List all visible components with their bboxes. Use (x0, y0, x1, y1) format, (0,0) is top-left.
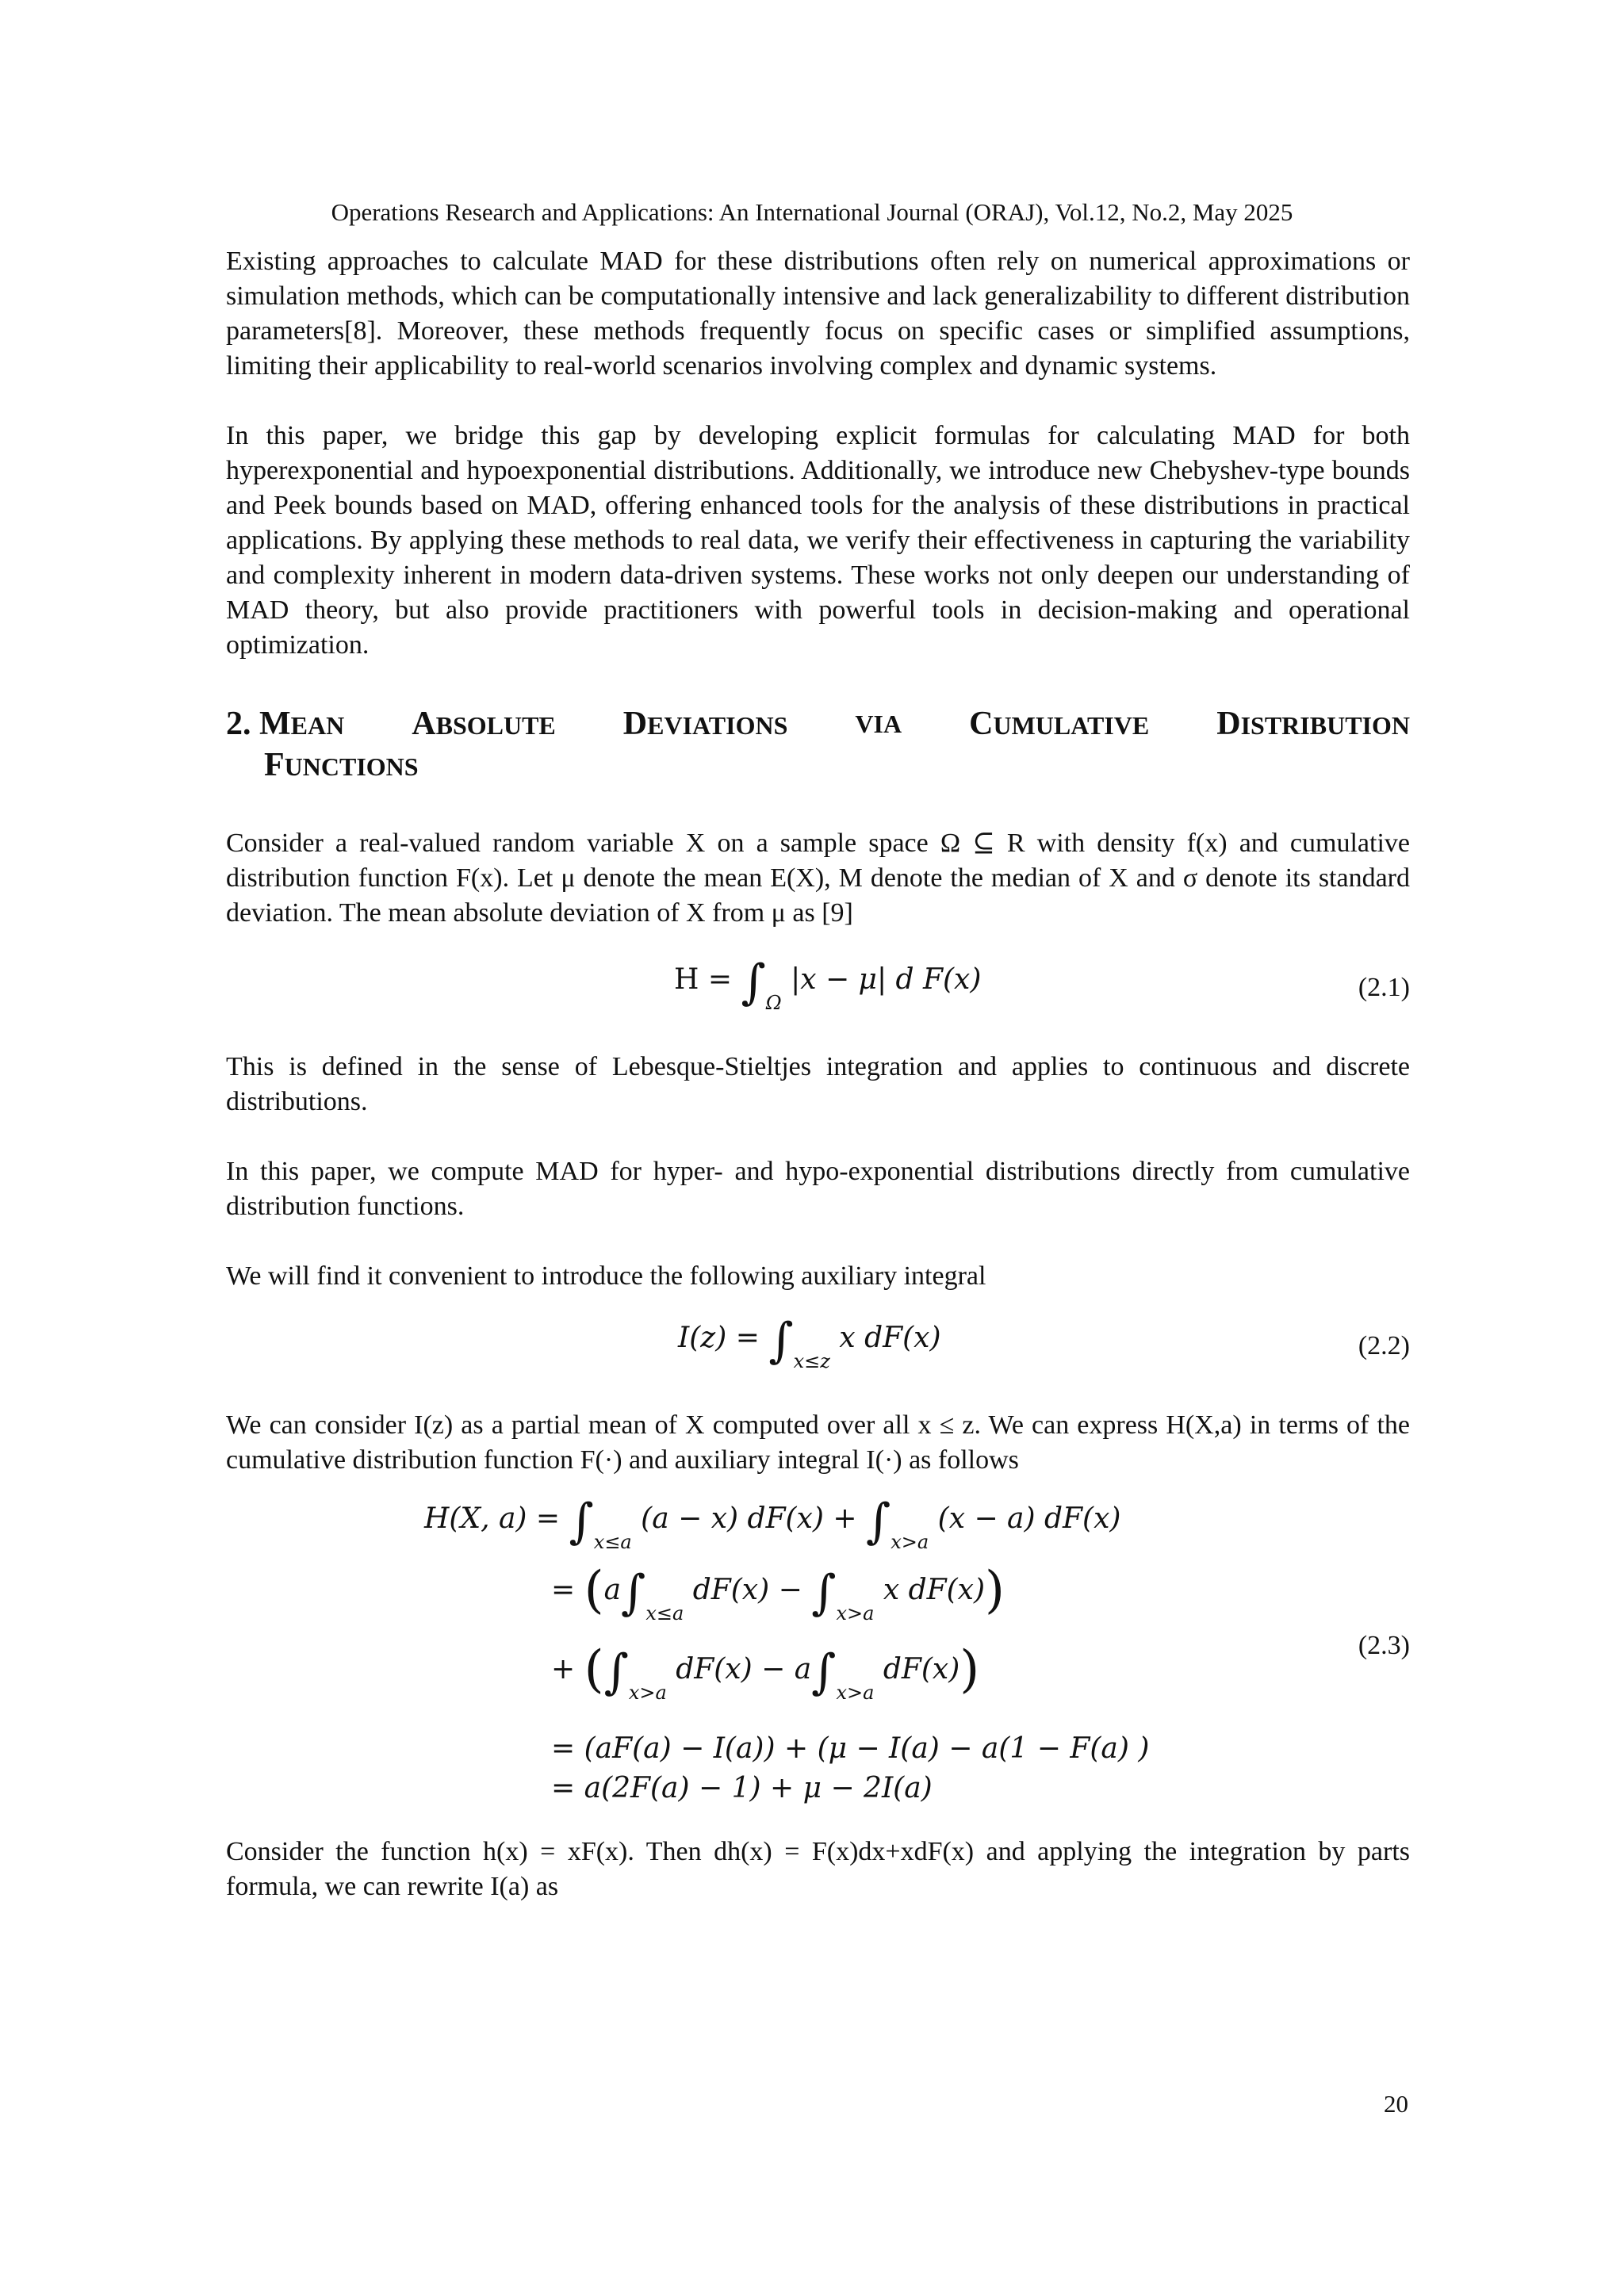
equation-number: (2.1) (1358, 973, 1410, 1002)
paragraph-compute-mad: In this paper, we compute MAD for hyper- and hypo-exponential distributions directly from cumulative distribution functions. (226, 1157, 1410, 1221)
paragraph-in-this-paper: In this paper, we bridge this gap by developing explicit formulas for calculating MAD for both hyperexponential and hypoexponential distributions. Additionally, we introduce new Chebyshev-type bounds and Peek bounds based on MAD, offering enhanced tools for the analysis of these distributions in practical applications. By applying these methods to real data, we verify their effectiveness in capturing the variability and complexity inherent in modern data-driven systems. These works not only deepen our understanding of MAD theory, but also provide practitioners with powerful tools in decision-making and operational optimization. (226, 421, 1410, 660)
paragraph-existing-approaches: Existing approaches to calculate MAD for these distributions often rely on numerical approximations or simulation methods, which can be computationally intensive and lack generalizability to different distribution parameters[8]. Moreover, these methods frequently focus on specific cases or simplified assumptions, limiting their applicability to real-world scenarios involving complex and dynamic systems. (226, 247, 1410, 381)
equation-2-2: $I(z) = \int_{x\le z}$ x dF(x) (2.2) (678, 1313, 1410, 1372)
paragraph-random-variable: Consider a real-valued random variable X on a sample space Ω ⊆ R with density f(x) and cumulative distribution function F(x). Let μ denote the mean E(X), M denote the median of X and σ denote its standard deviation. The mean absolute deviation of X from μ as [9] (226, 828, 1410, 928)
paragraph-partial-mean: We can consider I(z) as a partial mean of X computed over all x ≤ z. We can express H(X,a) in terms of the cumulative distribution function F(·) and auxiliary integral I(·) as follows (226, 1410, 1410, 1475)
paragraph-lebesgue: This is defined in the sense of Lebesque-Stieltjes integration and applies to continuous and discrete distributions. (226, 1052, 1410, 1116)
equation-number: (2.3) (1358, 1631, 1410, 1660)
page-number: 20 (1384, 2090, 1408, 2118)
equation-number: (2.2) (1358, 1331, 1410, 1360)
section-heading: 2. MEAN ABSOLUTE DEVIATIONS VIA CUMULATIVE DISTRIBUTION FUNCTIONS (226, 706, 1410, 783)
equation-2-3: H(X, $a) = \int_{x\le a}$ (a − x) $dF(x) + \int_{x>a}$ (x − a) dF(x) = ($a\int_{x\le a}$ $dF(x) - \int_{x>a}$ x dF(x)) + ($\int_{x>a}$ $dF(x) - a\int_{x>a}$ dF(x)) = (aF(a) − I(a)) + (μ − I(a) − a(1 − F(a) ) = a(2F(a) − 1) + μ − 2I(a) (2.3) (424, 1494, 1410, 1804)
page-content (226, 244, 1410, 1904)
paragraph-integration-by-parts: Consider the function h(x) = xF(x). Then dh(x) = F(x)dx+xdF(x) and applying the integration by parts formula, we can rewrite I(a) as (226, 1837, 1410, 1901)
paragraph-auxiliary: We will find it convenient to introduce the following auxiliary integral (226, 1261, 986, 1291)
equation-2-1: $H = \int_\Omega$ |x − μ| d F(x) (2.1) (674, 955, 1410, 1014)
running-header: Operations Research and Applications: An International Journal (ORAJ), Vol.12, No.2, May 2025 (331, 198, 1293, 226)
